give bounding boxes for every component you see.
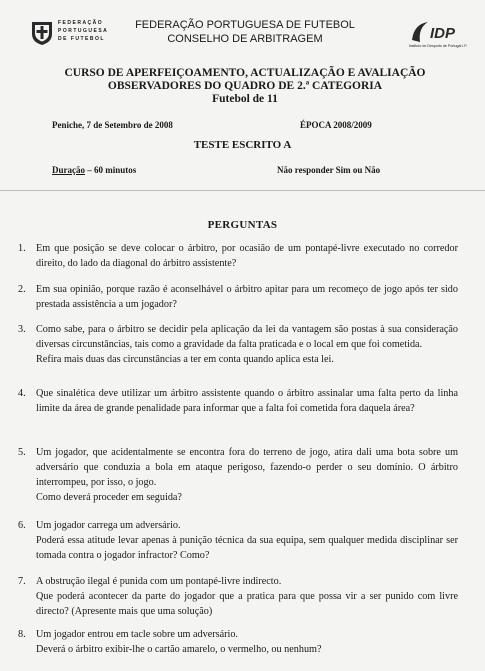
question-text: Que poderá acontecer da parte do jogador que a pratica para que possa vir a ser punido com livre directo? (Apresente mais que uma solução) [36,591,458,617]
question-text: Em que posição se deve colocar o árbitro, por ocasião de um pontapé-livre executado no corredor direito, do lado da diagonal do árbitro assistente? [36,243,458,269]
answer-instruction: Não responder Sim ou Não [277,165,381,175]
question-text: Um jogador carrega um adversário. [36,520,181,531]
course-line: CURSO DE APERFEIÇOAMENTO, ACTUALIZAÇÃO E AVALIAÇÃO [64,67,426,79]
question-number: 7. [18,576,26,587]
question-item [18,518,458,563]
question-text: Em sua opinião, porque razão é aconselhável o árbitro apitar para um recomeço de jogo após ter sido prestada assistência a um jogador? [36,284,458,310]
question-item [18,241,458,271]
duration [52,165,136,175]
question-text: Como deverá proceder em seguida? [36,492,182,503]
course-line: OBSERVADORES DO QUADRO DE 2.ª CATEGORIA [107,80,383,92]
question-text: Um jogador, que acidentalmente se encontra fora do terreno de jogo, atira dali uma bota sobre um adversário que conduzia a bola em ataque perigoso, fazendo-o perder o seu domínio. O árbitro interrompeu, por isso, o jogo. [36,447,458,488]
duration-value: – 60 minutos [85,165,137,175]
fpf-line: PORTUGUESA [58,28,109,34]
place-date: Peniche, 7 de Setembro de 2008 [52,120,173,130]
course-subtitle: Futebol de 11 [212,93,278,105]
question-item [18,627,458,657]
org-name: FEDERAÇÃO PORTUGUESA DE FUTEBOL [135,19,355,31]
question-number: 3. [18,324,26,335]
org-council: CONSELHO DE ARBITRAGEM [167,33,323,45]
fpf-crest-icon [30,20,54,46]
fpf-wordmark [58,19,108,43]
course-title [20,67,470,106]
question-number: 4. [18,388,26,399]
question-number: 6. [18,520,26,531]
question-text: Refira mais duas das circunstâncias a ter em conta quando aplica esta lei. [36,354,334,365]
header-divider [0,190,485,191]
question-text: Que sinalética deve utilizar um árbitro assistente quando o árbitro assinalar uma falta perto da linha limite da área de grande penalidade para informar que a falta foi cometida fora daquela área? [36,388,458,414]
question-item [18,386,458,416]
duration-label: Duração [52,165,85,175]
question-text: Um jogador entrou em tacle sobre um adversário. [36,629,238,640]
idp-subtext: Instituto do Desporto de Portugal I.P. [408,44,468,48]
fpf-line: FEDERAÇÃO [58,20,104,26]
questions-title: PERGUNTAS [207,219,278,231]
question-text: A obstrução ilegal é punida com um pontapé-livre indirecto. [36,576,282,587]
question-text: Como sabe, para o árbitro se decidir pela aplicação da lei da vantagem são postas à sua consideração diversas circunstâncias, tais como a gravidade da falta praticada e o local em que foi cometida. [36,324,458,350]
organization-title [120,18,370,46]
question-number: 8. [18,629,26,640]
question-text: Deverá o árbitro exibir-lhe o cartão amarelo, o vermelho, ou nenhum? [36,644,322,655]
fpf-line: DE FUTEBOL [58,36,105,42]
test-title: TESTE ESCRITO A [193,139,292,151]
question-text: Poderá essa atitude levar apenas à punição técnica da sua equipa, sem qualquer medida disciplinar ser tomada contra o jogador infractor? Como? [36,535,458,561]
question-item [18,574,458,619]
question-item [18,445,458,505]
question-item [18,282,458,312]
season: ÉPOCA 2008/2009 [300,120,372,130]
question-number: 5. [18,447,26,458]
idp-logo-text: IDP [430,25,456,42]
question-number: 2. [18,284,26,295]
question-item [18,322,458,367]
question-number: 1. [18,243,26,254]
